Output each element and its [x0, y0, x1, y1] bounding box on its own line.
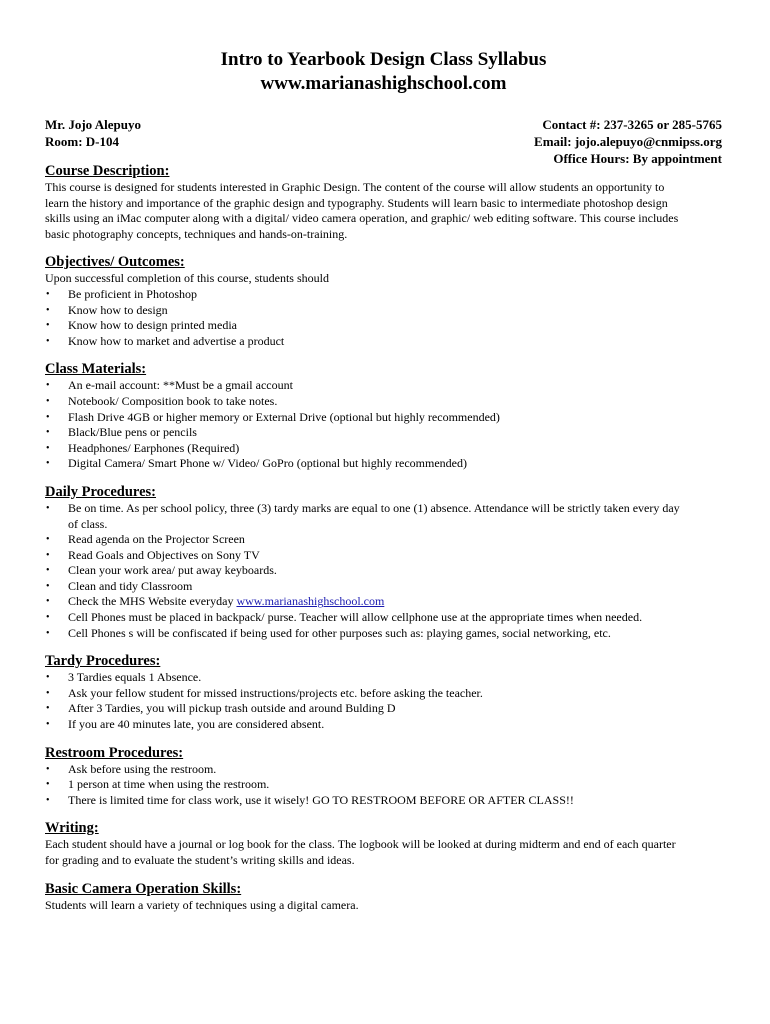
- section-camera-skills: [45, 880, 722, 914]
- list-item: [45, 670, 722, 686]
- section-objectives: [45, 253, 722, 349]
- section-daily-procedures: [45, 483, 722, 641]
- list-item: [45, 717, 722, 733]
- bullet-icon: •: [46, 395, 50, 407]
- section-heading: Course Description:: [45, 163, 170, 179]
- list-item-text-continued: of class.: [68, 516, 108, 531]
- list-item-text: Cell Phones must be placed in backpack/ purse. Teacher will allow cellphone use at the appropriate times when needed.: [68, 610, 643, 625]
- list-item: [45, 287, 722, 303]
- list-item-text: Clean and tidy Classroom: [68, 578, 193, 593]
- list-item: [45, 594, 722, 610]
- bullet-icon: •: [46, 335, 50, 347]
- contact-info-right: [534, 116, 722, 167]
- bullet-icon: •: [46, 687, 50, 699]
- section-writing: [45, 819, 722, 868]
- list-item: [45, 410, 722, 426]
- list-item-text: 3 Tardies equals 1 Absence.: [68, 670, 202, 685]
- list-item: [45, 777, 722, 793]
- list-item: [45, 303, 722, 319]
- list-item-text: Ask before using the restroom.: [68, 761, 217, 776]
- bullet-icon: •: [46, 763, 50, 775]
- paragraph-line: for grading and to evaluate the student’s writing skills and ideas.: [45, 853, 355, 867]
- restroom-list: [45, 762, 722, 809]
- list-item: [45, 394, 722, 410]
- list-item: [45, 762, 722, 778]
- list-item: [45, 318, 722, 334]
- bullet-icon: •: [46, 304, 50, 316]
- paragraph-line: Each student should have a journal or log book for the class. The logbook will be looked at during midterm and end of each quarter: [45, 837, 676, 852]
- tardy-list: [45, 670, 722, 732]
- list-item: [45, 425, 722, 441]
- list-item: [45, 579, 722, 595]
- list-item-text: Be proficient in Photoshop: [68, 286, 197, 301]
- list-item: [45, 626, 722, 642]
- bullet-icon: •: [46, 288, 50, 300]
- list-item: [45, 532, 722, 548]
- bullet-icon: •: [46, 672, 50, 684]
- list-item-text: After 3 Tardies, you will pickup trash outside and around Bulding D: [68, 701, 396, 716]
- bullet-icon: •: [46, 703, 50, 715]
- section-heading: Writing:: [45, 820, 99, 837]
- bullet-icon: •: [46, 549, 50, 561]
- list-item-text: Ask your fellow student for missed instructions/projects etc. before asking the teacher.: [68, 685, 483, 700]
- section-heading: Daily Procedures:: [45, 483, 157, 500]
- title-line: Intro to Yearbook Design Class Syllabus: [220, 49, 547, 70]
- list-item-text: Know how to market and advertise a product: [68, 333, 285, 348]
- list-item-text: Know how to design: [68, 302, 168, 317]
- list-item: [45, 334, 722, 350]
- list-item-text: Read Goals and Objectives on Sony TV: [68, 547, 260, 562]
- room-number: Room: D-104: [45, 134, 120, 149]
- objectives-intro: Upon successful completion of this course, students should: [45, 271, 329, 286]
- paragraph-line: This course is designed for students interested in Graphic Design. The content of the course will allow students an opportunity to: [45, 180, 665, 194]
- title-website: www.marianashighschool.com: [260, 73, 507, 94]
- teacher-info-header: [45, 116, 722, 166]
- list-item-text: Be on time. As per school policy, three (3) tardy marks are equal to one (1) absence. Attendance will be strictly taken every day: [68, 500, 680, 515]
- bullet-icon: •: [46, 627, 50, 639]
- section-class-materials: [45, 360, 722, 472]
- bullet-icon: •: [46, 320, 50, 332]
- section-tardy-procedures: [45, 652, 722, 732]
- materials-list: [45, 378, 722, 472]
- bullet-icon: •: [46, 779, 50, 791]
- bullet-icon: •: [46, 612, 50, 624]
- list-item-text: There is limited time for class work, use it wisely! GO TO RESTROOM BEFORE OR AFTER CLASS!!: [68, 792, 574, 807]
- bullet-icon: •: [46, 427, 50, 439]
- list-item: [45, 610, 722, 626]
- contact-email: Email: jojo.alepuyo@cnmipss.org: [534, 134, 722, 149]
- list-item-text: Know how to design printed media: [68, 318, 237, 333]
- section-heading: Tardy Procedures:: [45, 653, 161, 670]
- list-item-text: Notebook/ Composition book to take notes.: [68, 393, 278, 408]
- list-item-text: Cell Phones s will be confiscated if being used for other purposes such as: playing games, social networking, etc.: [68, 625, 611, 640]
- bullet-icon: •: [46, 534, 50, 546]
- list-item: [45, 378, 722, 394]
- bullet-icon: •: [46, 442, 50, 454]
- list-item-text: Clean your work area/ put away keyboards.: [68, 563, 277, 578]
- bullet-icon: •: [46, 502, 50, 514]
- list-item-text: Read agenda on the Projector Screen: [68, 532, 245, 547]
- list-item-text: Check the MHS Website everyday: [68, 594, 237, 609]
- objectives-list: [45, 287, 722, 349]
- contact-phone: Contact #: 237-3265 or 285-5765: [542, 117, 722, 132]
- section-restroom-procedures: [45, 744, 722, 809]
- bullet-icon: •: [46, 596, 50, 608]
- section-heading: Basic Camera Operation Skills:: [45, 880, 242, 897]
- list-item-text: Flash Drive 4GB or higher memory or External Drive (optional but highly recommended): [68, 409, 500, 424]
- office-hours: Office Hours: By appointment: [553, 151, 722, 166]
- teacher-info-left: [45, 116, 141, 150]
- bullet-icon: •: [46, 380, 50, 392]
- bullet-icon: •: [46, 794, 50, 806]
- list-item: [45, 793, 722, 809]
- daily-list: [45, 501, 722, 641]
- list-item: [45, 563, 722, 579]
- list-item-text: If you are 40 minutes late, you are considered absent.: [68, 717, 325, 732]
- bullet-icon: •: [46, 565, 50, 577]
- section-heading: Class Materials:: [45, 361, 147, 378]
- paragraph-line: learn the history and importance of the graphic design and typography. Students will learn basic to intermediate photoshop design: [45, 195, 668, 210]
- syllabus-page: [45, 48, 722, 924]
- section-course-description: [45, 162, 722, 242]
- mhs-website-link[interactable]: www.marianashighschool.com: [236, 594, 385, 609]
- bullet-icon: •: [46, 458, 50, 470]
- paragraph-line: skills using an iMac computer along with a digital/ video camera operation, and graphic/ web editing software. This course includes: [45, 211, 679, 226]
- list-item-text: Black/Blue pens or pencils: [68, 425, 197, 440]
- teacher-name: Mr. Jojo Alepuyo: [45, 117, 141, 132]
- list-item-text: Headphones/ Earphones (Required): [68, 440, 240, 455]
- list-item: [45, 441, 722, 457]
- list-item: [45, 701, 722, 717]
- bullet-icon: •: [46, 719, 50, 731]
- document-title: [45, 48, 722, 96]
- section-heading: Objectives/ Outcomes:: [45, 254, 185, 271]
- bullet-icon: •: [46, 580, 50, 592]
- list-item-text: Digital Camera/ Smart Phone w/ Video/ GoPro (optional but highly recommended): [68, 456, 467, 471]
- list-item: [45, 501, 722, 532]
- list-item-text: 1 person at time when using the restroom.: [68, 777, 270, 792]
- list-item: [45, 456, 722, 472]
- list-item: [45, 686, 722, 702]
- bullet-icon: •: [46, 411, 50, 423]
- paragraph-line: basic photography concepts, techniques and hands-on-training.: [45, 226, 348, 241]
- section-heading: Restroom Procedures:: [45, 744, 184, 761]
- list-item-text: An e-mail account: **Must be a gmail account: [68, 378, 293, 393]
- paragraph-line: Students will learn a variety of techniques using a digital camera.: [45, 897, 359, 912]
- list-item: [45, 548, 722, 564]
